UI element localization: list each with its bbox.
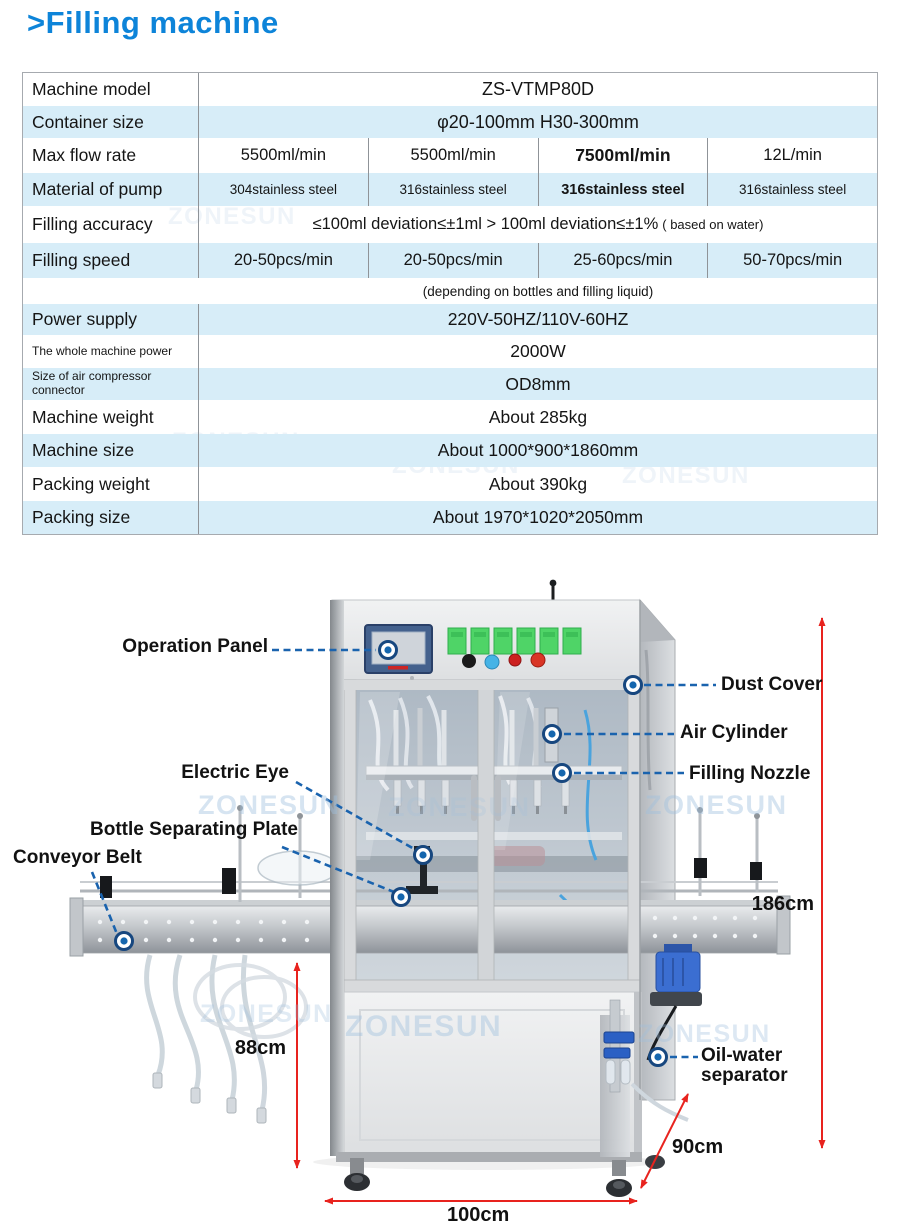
spec-label: Size of air compressor connector — [23, 368, 199, 400]
machine-diagram — [0, 560, 900, 1228]
spec-cell: 316stainless steel — [368, 173, 538, 206]
label-conveyor-belt: Conveyor Belt — [13, 847, 142, 868]
watermark: ZONESUN — [388, 792, 531, 822]
callout-marker-operation-panel — [380, 642, 397, 659]
left-frame — [330, 600, 344, 1156]
spec-label: Filling accuracy — [23, 206, 199, 243]
spec-cell: 316stainless steel — [538, 173, 708, 206]
spec-cell: 20-50pcs/min — [368, 243, 538, 278]
spec-cell: 50-70pcs/min — [707, 243, 877, 278]
tube-connectors — [153, 1073, 266, 1123]
hmi-brand-strip — [388, 666, 408, 670]
spec-value: About 390kg — [488, 473, 588, 494]
callout-marker-filling-nozzle — [554, 765, 571, 782]
panel-screw — [410, 676, 414, 680]
dimension-label-width: 100cm — [447, 1204, 510, 1226]
spec-row-machine-size — [23, 434, 877, 467]
antenna-tip — [550, 580, 557, 587]
rail-clamp — [694, 858, 707, 878]
spec-row-machine-weight — [23, 400, 877, 434]
watermark: ZONESUN — [645, 790, 788, 820]
accuracy-value: ≤100ml deviation≤±1ml > 100ml deviation≤±1% — [312, 215, 659, 233]
spec-label: Machine model — [23, 73, 199, 106]
spec-value: 2000W — [510, 341, 566, 361]
rail-clamp — [750, 862, 762, 880]
spec-label: Machine weight — [23, 400, 199, 434]
watermark: ZONESUN — [200, 1000, 333, 1028]
spec-cell: 7500ml/min — [538, 138, 708, 173]
spec-label: Machine size — [23, 434, 199, 467]
spec-value: ZS-VTMP80D — [481, 79, 595, 99]
label-oil-water-line2: separator — [701, 1065, 788, 1086]
label-dust-cover: Dust Cover — [721, 674, 823, 695]
spec-cell: 25-60pcs/min — [538, 243, 708, 278]
spec-row-material-of-pump — [23, 173, 877, 206]
callout-marker-electric-eye — [415, 847, 432, 864]
spec-label: Filling speed — [23, 243, 199, 278]
label-operation-panel: Operation Panel — [122, 636, 268, 657]
spec-value — [199, 206, 877, 243]
spec-row-packing-size — [23, 501, 877, 534]
dimension-label-conveyor-height: 88cm — [234, 1037, 286, 1059]
spec-label: Max flow rate — [23, 138, 199, 173]
spec-label — [23, 278, 199, 304]
callout-marker-air-cylinder — [544, 726, 561, 743]
spec-cell: 304stainless steel — [229, 182, 338, 197]
red-button-2 — [531, 653, 545, 667]
red-button — [509, 654, 521, 666]
spec-row-machine-model — [23, 73, 877, 106]
spec-table — [22, 72, 878, 535]
dimension-label-height: 186cm — [751, 893, 814, 915]
callout-marker-bottle-separating-plate — [393, 889, 410, 906]
label-electric-eye: Electric Eye — [181, 762, 289, 783]
dust-cover-side — [640, 600, 675, 1100]
spec-row-container-size — [23, 106, 877, 138]
spec-cell: 20-50pcs/min — [233, 251, 333, 269]
spec-row-power-supply — [23, 304, 877, 335]
spec-cell: 5500ml/min — [240, 146, 327, 164]
spec-value: (depending on bottles and filling liquid) — [422, 283, 654, 299]
spec-row-filling-speed — [23, 243, 877, 278]
spec-value: φ20-100mm H30-300mm — [437, 111, 639, 132]
label-air-cylinder: Air Cylinder — [680, 722, 788, 743]
top-slant — [640, 600, 675, 642]
spec-row-packing-weight — [23, 467, 877, 501]
door-handle-left — [471, 775, 477, 821]
spec-value: About 285kg — [488, 406, 588, 427]
spec-cell: 316stainless steel — [707, 173, 877, 206]
spec-value: About 1000*900*1860mm — [437, 440, 639, 460]
callout-marker-dust-cover — [625, 677, 642, 694]
watermark: ZONESUN — [622, 462, 750, 489]
spec-cell: 5500ml/min — [368, 138, 538, 173]
spec-value: About 1970*1020*2050mm — [432, 507, 644, 527]
label-filling-nozzle: Filling Nozzle — [689, 763, 811, 784]
rail-clamp — [222, 868, 236, 894]
black-button — [462, 654, 476, 668]
spec-row-air-connector — [23, 368, 877, 400]
page-title: >Filling machine — [27, 5, 279, 40]
door-handle-right — [495, 775, 501, 821]
watermark: ZONESUN — [198, 790, 341, 820]
conveyor-end-cap-left — [70, 898, 83, 956]
spec-cell: 12L/min — [707, 138, 877, 173]
label-oil-water-line1: Oil-water — [701, 1045, 783, 1066]
spec-value: 220V-50HZ/110V-60HZ — [447, 309, 629, 329]
spec-row-max-flow-rate — [23, 138, 877, 173]
label-bottle-separating-plate: Bottle Separating Plate — [90, 819, 298, 840]
spec-label: Packing size — [23, 501, 199, 534]
watermark: ZONESUN — [638, 1020, 771, 1048]
spec-row-speed-note — [23, 278, 877, 304]
spec-label: The whole machine power — [23, 335, 199, 368]
accuracy-note: ( based on water) — [662, 217, 764, 232]
spec-row-filling-accuracy — [23, 206, 877, 243]
spec-label: Material of pump — [23, 173, 199, 206]
watermark: ZONESUN — [168, 203, 296, 230]
callout-marker-oil-water-separator — [650, 1049, 667, 1066]
callout-marker-conveyor-belt — [116, 933, 133, 950]
spec-row-machine-power — [23, 335, 877, 368]
spec-label: Power supply — [23, 304, 199, 335]
spec-value: OD8mm — [505, 373, 571, 394]
spec-label: Container size — [23, 106, 199, 138]
watermark: ZONESUN — [345, 1010, 503, 1043]
label-oil-water-separator — [701, 1046, 788, 1086]
separating-disc — [258, 851, 338, 885]
dimension-label-depth: 90cm — [672, 1136, 724, 1158]
spec-label: Packing weight — [23, 467, 199, 501]
blue-button — [485, 655, 499, 669]
